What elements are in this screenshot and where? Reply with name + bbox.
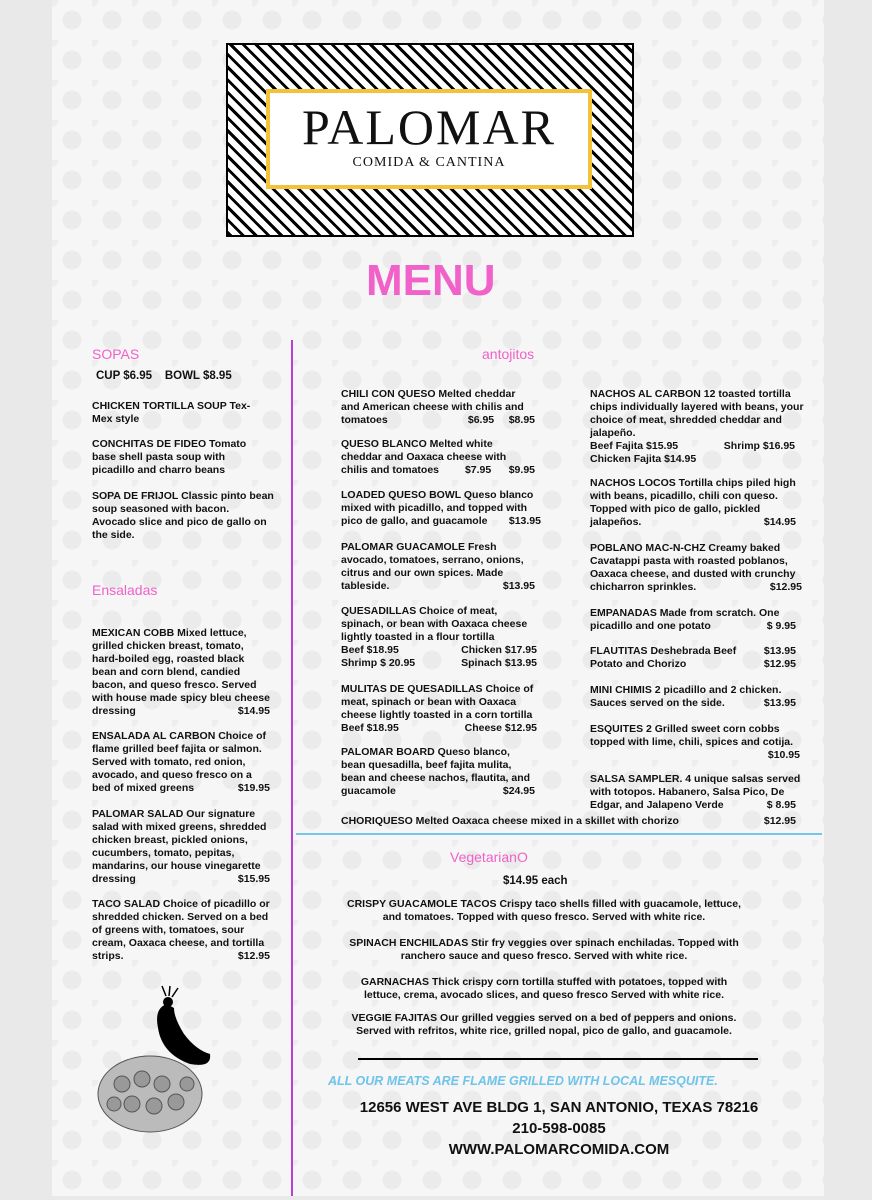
antojito-item: POBLANO MAC-N-CHZ Creamy baked Cavatappi pasta with roasted poblanos, Oaxaca cheese, and dusted with crunchy chicharron sprinkles. $12.95 — [590, 542, 802, 593]
menu-title: MENU — [366, 256, 496, 305]
choriqueso-item: CHORIQUESO Melted Oaxaca cheese mixed in a skillet with chorizo $12.95 — [341, 815, 796, 827]
antojito-item: QUESADILLAS Choice of meat, spinach, or bean with Oaxaca cheese lightly toasted in a flour tortilla Beef $18.95 Chicken $17.95 Shrimp $ 20.95 Spinach $13.95 — [341, 605, 537, 669]
antojito-item: EMPANADAS Made from scratch. One picadillo and one potato $ 9.95 — [590, 607, 796, 632]
sopa-item: CHICKEN TORTILLA SOUP Tex-Mex style — [92, 400, 251, 425]
peacock-body — [157, 1004, 210, 1065]
antojito-item: LOADED QUESO BOWL Queso blanco mixed with picadillo, and topped with pico de gallo, and guacamole $13.95 — [341, 489, 541, 527]
ensaladas-heading: Ensaladas — [92, 582, 158, 598]
antojito-item: ESQUITES 2 Grilled sweet corn cobbs topped with lime, chili, spices and cotija. $10.95 — [590, 723, 800, 761]
antojito-item: CHILI CON QUESO Melted cheddar and American cheese with chilis and tomatoes $6.95 $8.95 — [341, 388, 535, 426]
antojitos-heading: antojitos — [482, 346, 535, 362]
antojito-item: NACHOS LOCOS Tortilla chips piled high with beans, picadillo, chili con queso. Topped with pico de gallo, pickled jalapeños. $14.95 — [590, 477, 796, 528]
vegetarian-heading: VegetarianO — [450, 849, 528, 865]
ensalada-item: PALOMAR SALAD Our signature salad with mixed greens, shredded chicken breast, pickled onions, cucumbers, tomato, pepitas, mandarins, our house vinegarette dressing $15.95 — [92, 808, 270, 885]
ensalada-item: ENSALADA AL CARBON Choice of flame grilled beef fajita or salmon. Served with tomato, red onion, avocado, and queso fresco on a bed of mixed greens $19.95 — [92, 730, 270, 794]
ensalada-item: TACO SALAD Choice of picadillo or shredded chicken. Served on a bed of greens with, tomatoes, sour cream, Oaxaca cheese, and tortilla strips. $12.95 — [92, 898, 270, 962]
peacock-illustration — [92, 984, 252, 1134]
phone: 210-598-0085 — [512, 1120, 606, 1137]
sopa-item: SOPA DE FRIJOL Classic pinto bean soup seasoned with bacon. Avocado slice and pico de gallo on the side. — [92, 490, 274, 541]
antojito-item: MINI CHIMIS 2 picadillo and 2 chicken. Sauces served on the side. $13.95 — [590, 684, 796, 709]
vegetarian-price: $14.95 each — [503, 875, 568, 887]
ensalada-item: MEXICAN COBB Mixed lettuce, grilled chicken breast, tomato, hard-boiled egg, roasted black bean and corn blend, candied bacon, and queso fresco. Served with house made spicy bleu cheese dressing $14.95 — [92, 627, 270, 717]
antojito-item: MULITAS DE QUESADILLAS Choice of meat, spinach or bean with Oaxaca cheese lightly toasted in a corn tortilla Beef $18.95 Cheese $12.95 — [341, 683, 537, 734]
antojito-item: QUESO BLANCO Melted white cheddar and Oaxaca cheese with chilis and tomatoes $7.95 $9.95 — [341, 438, 535, 476]
section-divider — [296, 833, 822, 835]
mesquite-banner: ALL OUR MEATS ARE FLAME GRILLED WITH LOCAL MESQUITE. — [328, 1074, 718, 1088]
peacock-crest — [162, 986, 178, 997]
column-divider — [291, 340, 293, 1196]
sopas-sizes: CUP $6.95 BOWL $8.95 — [96, 370, 232, 382]
antojito-item: NACHOS AL CARBON 12 toasted tortilla chips individually layered with beans, your choice of meat, shredded cheddar and jalapeño. Beef Fajita $15.95 Shrimp $16.95 Chicken Fajita $14.95 — [590, 388, 804, 465]
sopa-item: CONCHITAS DE FIDEO Tomato base shell pasta soup with picadillo and charro beans — [92, 438, 247, 476]
antojito-item: FLAUTITAS Deshebrada Beef $13.95 Potato and Chorizo $12.95 — [590, 645, 796, 670]
peacock-tail — [98, 1056, 202, 1132]
logo-panel — [266, 89, 592, 189]
brand-tagline: COMIDA & CANTINA — [352, 155, 506, 170]
vegetarian-item: GARNACHAS Thick crispy corn tortilla stuffed with potatoes, topped with lettuce, crema, avocado slices, and queso fresco Served with white rice. — [360, 976, 728, 1001]
antojito-item: SALSA SAMPLER. 4 unique salsas served with totopos. Habanero, Salsa Pico, De Edgar, and Jalapeno Verde $ 8.95 — [590, 773, 801, 811]
antojito-item: PALOMAR GUACAMOLE Fresh avocado, tomatoes, serrano, onions, citrus and our own spices. Made tableside. $13.95 — [341, 541, 535, 592]
brand-name: PALOMAR — [302, 99, 556, 155]
vegetarian-item: CRISPY GUACAMOLE TACOS Crispy taco shells filled with guacamole, lettuce, and tomatoes. Topped with queso fresco. Served with white rice. — [346, 898, 742, 923]
peacock-head — [163, 997, 173, 1007]
palomar-logo — [226, 43, 634, 237]
address: 12656 WEST AVE BLDG 1, SAN ANTONIO, TEXAS 78216 — [359, 1099, 759, 1116]
sopas-heading: SOPAS — [92, 346, 140, 362]
footer-rule — [358, 1058, 758, 1060]
vegetarian-item: VEGGIE FAJITAS Our grilled veggies served on a bed of peppers and onions. Served with refritos, white rice, grilled nopal, pico de gallo, and guacamole. — [351, 1012, 737, 1037]
antojito-item: PALOMAR BOARD Queso blanco, bean quesadilla, beef fajita mulita, bean and cheese nachos, flautita, and guacamole $24.95 — [341, 746, 535, 797]
vegetarian-item: SPINACH ENCHILADAS Stir fry veggies over spinach enchiladas. Topped with ranchero sauce and queso fresco. Served with white rice. — [349, 937, 739, 962]
website: WWW.PALOMARCOMIDA.COM — [448, 1141, 670, 1158]
